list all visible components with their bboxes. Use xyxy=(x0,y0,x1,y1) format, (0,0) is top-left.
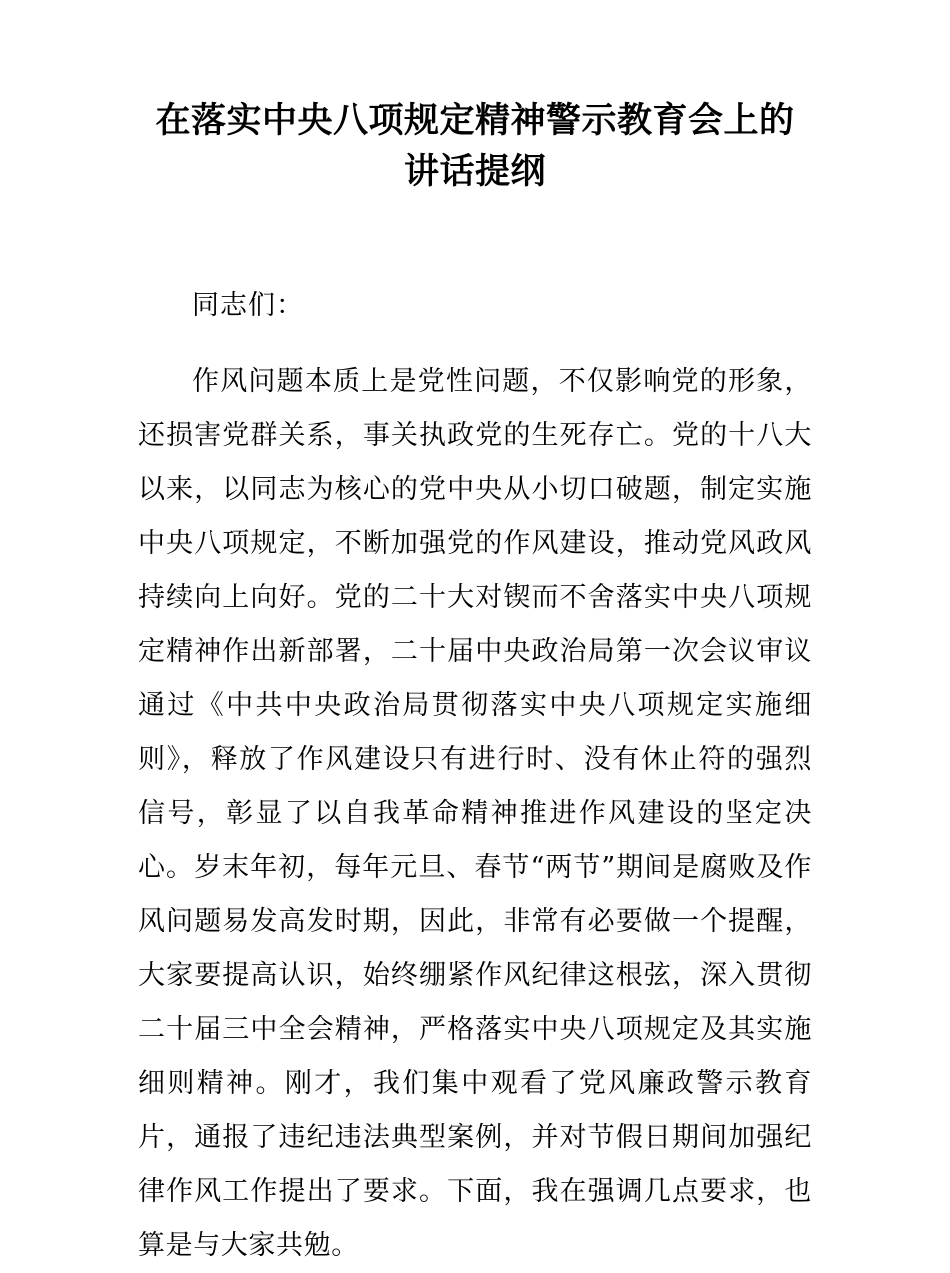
page-title: 在落实中央八项规定精神警示教育会上的讲话提纲 xyxy=(155,101,795,192)
salutation: 同志们： xyxy=(192,289,304,321)
body-paragraph: 作风问题本质上是党性问题，不仅影响党的形象，还损害党群关系，事关执政党的生死存亡。党的十八大以来，以同志为核心的党中央从小切口破题，制定实施中央八项规定，不断加强党的作风建设，推动党风政风持续向上向好。党的二十大对锲而不舍落实中央八项规定精神作出新部署，二十届中央政治局第一次会议审议通过《中共中央政治局贯彻落实中央八项规定实施细则》，释放了作风建设只有进行时、没有休止符的强烈信号，彰显了以自我革命精神推进作风建设的坚定决心。岁末年初，每年元旦、春节“两节”期间是腐败及作风问题易发高发时期，因此，非常有必要做一个提醒，大家要提高认识，始终绷紧作风纪律这根弦，深入贯彻二十届三中全会精神，严格落实中央八项规定及其实施细则精神。刚才，我们集中观看了党风廉政警示教育片，通报了违纪违法典型案例，并对节假日期间加强纪律作风工作提出了要求。下面，我在强调几点要求，也算是与大家共勉。 xyxy=(138,365,812,1261)
